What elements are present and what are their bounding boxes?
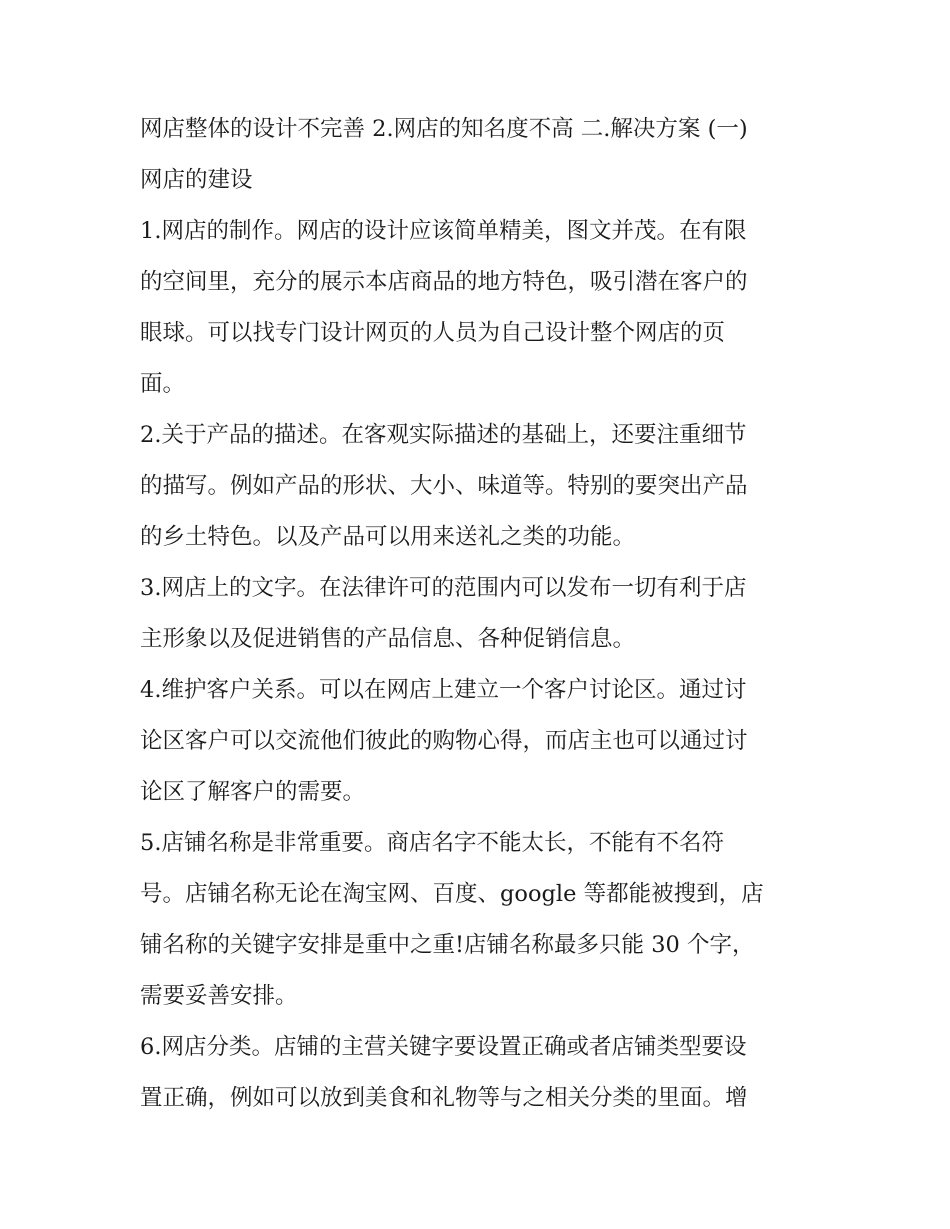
paragraph-shop-text: 3.网店上的文字。在法律许可的范围内可以发布一切有利于店 主形象以及促进销售的产品信息、各种促销信息。 bbox=[140, 575, 747, 652]
paragraph-shop-design: 1.网店的制作。网店的设计应该简单精美，图文并茂。在有限 的空间里，充分的展示本店商品的地方特色，吸引潜在客户的 眼球。可以找专门设计网页的人员为自己设计整个网店的页 面。 bbox=[140, 218, 748, 397]
paragraph-shop-category: 6.网店分类。店铺的主营关键字要设置正确或者店铺类型要设 置正确，例如可以放到美食和礼物等与之相关分类的里面。增 bbox=[140, 1034, 748, 1111]
paragraph-intro: 网店整体的设计不完善 2.网店的知名度不高 二.解决方案 (一) 网店的建设 bbox=[140, 116, 748, 193]
paragraph-customer-relations: 4.维护客户关系。可以在网店上建立一个客户讨论区。通过讨 论区客户可以交流他们彼此的购物心得，而店主也可以通过讨 论区了解客户的需要。 bbox=[140, 677, 748, 805]
paragraph-shop-name: 5.店铺名称是非常重要。商店名字不能太长，不能有不名符 号。店铺名称无论在淘宝网、百度、google 等都能被搜到，店 铺名称的关键字安排是重中之重!店铺名称最多只能 30 个字， 需要妥善安排。 bbox=[140, 830, 764, 1009]
paragraph-product-description: 2.关于产品的描述。在客观实际描述的基础上，还要注重细节 的描写。例如产品的形状、大小、味道等。特别的要突出产品 的乡土特色。以及产品可以用来送礼之类的功能。 bbox=[140, 422, 748, 550]
document-body bbox=[140, 104, 820, 1124]
